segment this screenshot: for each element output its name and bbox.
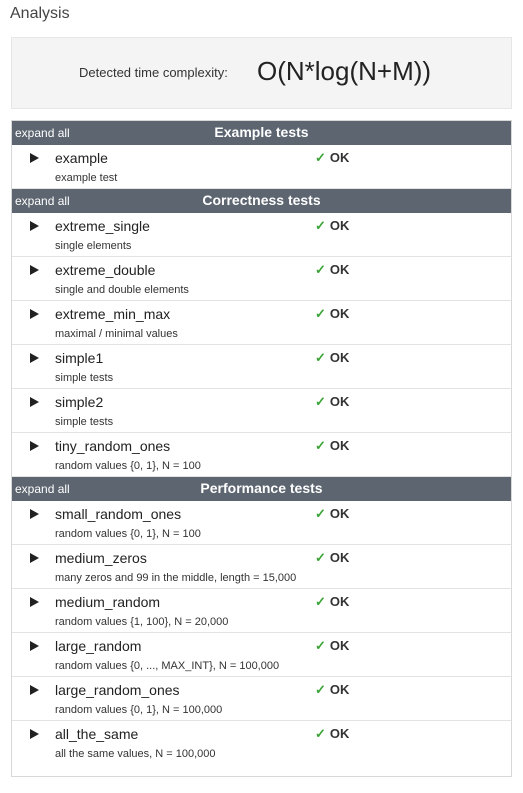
- status-label: OK: [329, 438, 350, 453]
- test-status: [315, 150, 349, 166]
- check-icon: ✓: [315, 726, 326, 741]
- test-description: many zeros and 99 in the middle, length = 15,000: [55, 572, 297, 584]
- test-description: random values {0, ..., MAX_INT}, N = 100,000: [55, 660, 280, 672]
- test-description: maximal / minimal values: [55, 328, 178, 340]
- section-header: [12, 189, 511, 213]
- test-row: [12, 389, 511, 433]
- status-label: OK: [329, 394, 350, 409]
- section-header: [12, 121, 511, 145]
- expand-triangle-icon[interactable]: [30, 353, 39, 363]
- expand-triangle-icon[interactable]: [30, 441, 39, 451]
- test-row: [12, 433, 511, 477]
- status-label: OK: [329, 306, 350, 321]
- test-row: [12, 257, 511, 301]
- test-row: [12, 721, 511, 765]
- test-name[interactable]: medium_random: [55, 594, 161, 610]
- test-row: [12, 633, 511, 677]
- test-description: random values {0, 1}, N = 100: [55, 460, 201, 472]
- status-label: OK: [329, 150, 350, 165]
- test-name[interactable]: large_random_ones: [55, 682, 180, 698]
- expand-all-link[interactable]: expand all: [15, 126, 70, 140]
- test-description: random values {0, 1}, N = 100,000: [55, 704, 223, 716]
- check-icon: ✓: [315, 506, 326, 521]
- test-description: single and double elements: [55, 284, 189, 296]
- check-icon: ✓: [315, 262, 326, 277]
- test-name[interactable]: extreme_double: [55, 262, 156, 278]
- test-status: [315, 218, 349, 234]
- section-header: [12, 477, 511, 501]
- check-icon: ✓: [315, 394, 326, 409]
- section-title: Performance tests: [200, 480, 323, 496]
- test-row: [12, 345, 511, 389]
- test-name[interactable]: simple2: [55, 394, 104, 410]
- check-icon: ✓: [315, 306, 326, 321]
- check-icon: ✓: [315, 438, 326, 453]
- complexity-value: O(N*log(N+M)): [257, 56, 432, 86]
- test-description: random values {1, 100}, N = 20,000: [55, 616, 229, 628]
- test-status: [315, 438, 349, 454]
- test-row: [12, 545, 511, 589]
- test-description: example test: [55, 172, 118, 184]
- test-name[interactable]: extreme_min_max: [55, 306, 171, 322]
- test-name[interactable]: simple1: [55, 350, 104, 366]
- test-name[interactable]: medium_zeros: [55, 550, 147, 566]
- test-row: [12, 677, 511, 721]
- status-label: OK: [329, 594, 350, 609]
- expand-triangle-icon[interactable]: [30, 221, 39, 231]
- expand-triangle-icon[interactable]: [30, 553, 39, 563]
- test-description: simple tests: [55, 416, 114, 428]
- test-name[interactable]: small_random_ones: [55, 506, 182, 522]
- test-row: [12, 501, 511, 545]
- expand-all-link[interactable]: expand all: [15, 482, 70, 496]
- test-status: [315, 638, 349, 654]
- expand-all-link[interactable]: expand all: [15, 194, 70, 208]
- check-icon: ✓: [315, 218, 326, 233]
- check-icon: ✓: [315, 682, 326, 697]
- test-results-table: [11, 120, 512, 777]
- test-name[interactable]: tiny_random_ones: [55, 438, 171, 454]
- status-label: OK: [329, 218, 350, 233]
- section-title: Correctness tests: [202, 192, 321, 208]
- complexity-label: Detected time complexity:: [79, 65, 228, 80]
- test-status: [315, 262, 349, 278]
- status-label: OK: [329, 726, 350, 741]
- test-status: [315, 682, 349, 698]
- check-icon: ✓: [315, 150, 326, 165]
- expand-triangle-icon[interactable]: [30, 597, 39, 607]
- test-name[interactable]: example: [55, 150, 108, 166]
- expand-triangle-icon[interactable]: [30, 153, 39, 163]
- expand-triangle-icon[interactable]: [30, 641, 39, 651]
- test-row: [12, 213, 511, 257]
- expand-triangle-icon[interactable]: [30, 265, 39, 275]
- test-status: [315, 726, 349, 742]
- test-description: all the same values, N = 100,000: [55, 748, 216, 760]
- test-status: [315, 306, 349, 322]
- test-row: [12, 301, 511, 345]
- test-status: [315, 506, 349, 522]
- test-status: [315, 594, 349, 610]
- expand-triangle-icon[interactable]: [30, 685, 39, 695]
- test-status: [315, 394, 349, 410]
- status-label: OK: [329, 262, 350, 277]
- expand-triangle-icon[interactable]: [30, 509, 39, 519]
- check-icon: ✓: [315, 550, 326, 565]
- test-status: [315, 350, 349, 366]
- check-icon: ✓: [315, 350, 326, 365]
- test-name[interactable]: all_the_same: [55, 726, 139, 742]
- expand-triangle-icon[interactable]: [30, 309, 39, 319]
- test-status: [315, 550, 349, 566]
- test-row: [12, 589, 511, 633]
- status-label: OK: [329, 638, 350, 653]
- check-icon: ✓: [315, 638, 326, 653]
- test-name[interactable]: extreme_single: [55, 218, 150, 234]
- complexity-panel: [11, 37, 512, 109]
- test-description: random values {0, 1}, N = 100: [55, 528, 201, 540]
- test-name[interactable]: large_random: [55, 638, 142, 654]
- test-description: single elements: [55, 240, 132, 252]
- expand-triangle-icon[interactable]: [30, 397, 39, 407]
- check-icon: ✓: [315, 594, 326, 609]
- test-row: [12, 145, 511, 189]
- status-label: OK: [329, 550, 350, 565]
- section-title: Example tests: [214, 124, 309, 140]
- status-label: OK: [329, 506, 350, 521]
- status-label: OK: [329, 682, 350, 697]
- test-description: simple tests: [55, 372, 114, 384]
- page-title: Analysis: [10, 5, 70, 22]
- expand-triangle-icon[interactable]: [30, 729, 39, 739]
- status-label: OK: [329, 350, 350, 365]
